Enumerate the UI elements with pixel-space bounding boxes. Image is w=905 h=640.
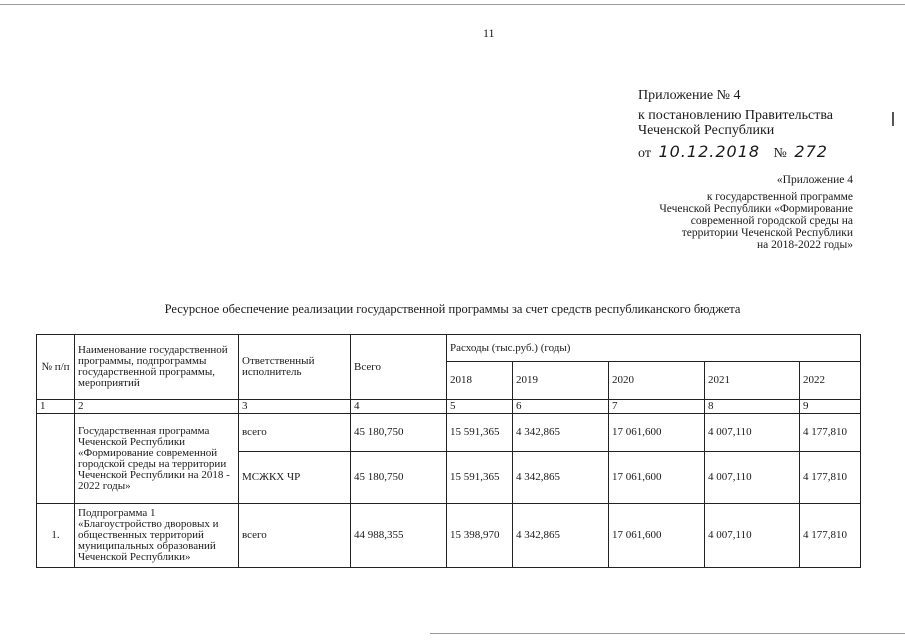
program-ref-line: на 2018-2022 годы» — [756, 239, 853, 251]
year-2018-cell: 15 591,365 — [447, 452, 513, 504]
total-cell: 44 988,355 — [351, 504, 447, 568]
year-2021-cell: 4 007,110 — [705, 452, 800, 504]
year-2022-cell: 4 177,810 — [800, 452, 861, 504]
col-number: 5 — [447, 400, 513, 414]
year-2022-cell: 4 177,810 — [800, 414, 861, 452]
program-no — [37, 414, 75, 504]
year-2019-cell: 4 342,865 — [513, 504, 609, 568]
year-2021-cell: 4 007,110 — [705, 504, 800, 568]
page-number: 11 — [483, 26, 495, 40]
header-year-2018: 2018 — [447, 362, 513, 400]
program-ref-line: «Приложение 4 — [776, 174, 853, 186]
subprogram-name: Подпрограмма 1 «Благоустройство дворовых и общественных территорий муниципальных образований Чеченской Республики» — [75, 504, 239, 568]
header-year-2021: 2021 — [705, 362, 800, 400]
header-name: Наименование государственной программы, подпрограммы государственной программы, мероприятий — [75, 335, 239, 400]
handwritten-number: 272 — [794, 142, 828, 161]
executor-cell: всего — [239, 414, 351, 452]
program-ref-line: Чеченской Республики «Формирование — [659, 203, 853, 215]
number-prefix: № — [773, 146, 787, 161]
program-ref-line: территории Чеченской Республики — [681, 227, 853, 239]
header-year-2022: 2022 — [800, 362, 861, 400]
header-no: № п/п — [37, 335, 75, 400]
resource-table — [36, 334, 861, 568]
year-2019-cell: 4 342,865 — [513, 414, 609, 452]
appendix-government: Чеченской Республики — [638, 123, 775, 138]
margin-mark — [892, 112, 894, 126]
executor-cell: всего — [239, 504, 351, 568]
appendix-title: Приложение № 4 — [638, 88, 741, 103]
table-row — [37, 414, 861, 452]
year-2019-cell: 4 342,865 — [513, 452, 609, 504]
scan-bottom-edge — [430, 633, 905, 634]
col-number: 7 — [609, 400, 705, 414]
header-year-2020: 2020 — [609, 362, 705, 400]
col-number: 3 — [239, 400, 351, 414]
table-row — [37, 504, 861, 568]
document-title: Ресурсное обеспечение реализации государственной программы за счет средств республиканского бюджета — [164, 302, 741, 316]
appendix-block — [638, 88, 833, 161]
col-number: 2 — [75, 400, 239, 414]
year-2020-cell: 17 061,600 — [609, 452, 705, 504]
handwritten-date: 10.12.2018 — [658, 142, 761, 161]
year-2020-cell: 17 061,600 — [609, 504, 705, 568]
header-year-2019: 2019 — [513, 362, 609, 400]
year-2022-cell: 4 177,810 — [800, 504, 861, 568]
column-number-row — [37, 400, 861, 414]
program-ref-line: к государственной программе — [706, 191, 853, 203]
executor-cell: МСЖКХ ЧР — [239, 452, 351, 504]
header-expenses: Расходы (тыс.руб.) (годы) — [447, 335, 861, 362]
col-number: 4 — [351, 400, 447, 414]
header-executor: Ответственный исполнитель — [239, 335, 351, 400]
scan-top-edge — [0, 4, 905, 5]
year-2021-cell: 4 007,110 — [705, 414, 800, 452]
col-number: 6 — [513, 400, 609, 414]
year-2018-cell: 15 591,365 — [447, 414, 513, 452]
total-cell: 45 180,750 — [351, 414, 447, 452]
program-name: Государственная программа Чеченской Республики «Формирование современной городской среды на территории Чеченской Республики на 2018 - 2022 годы» — [75, 414, 239, 504]
col-number: 8 — [705, 400, 800, 414]
appendix-date-line — [638, 144, 833, 161]
year-2018-cell: 15 398,970 — [447, 504, 513, 568]
col-number: 1 — [37, 400, 75, 414]
program-ref-line: современной городской среды на — [690, 215, 853, 227]
program-reference — [659, 174, 853, 251]
total-cell: 45 180,750 — [351, 452, 447, 504]
header-total: Всего — [351, 335, 447, 400]
year-2020-cell: 17 061,600 — [609, 414, 705, 452]
date-prefix: от — [638, 146, 651, 161]
appendix-to: к постановлению Правительства — [638, 108, 834, 123]
col-number: 9 — [800, 400, 861, 414]
subprogram-no: 1. — [37, 504, 75, 568]
